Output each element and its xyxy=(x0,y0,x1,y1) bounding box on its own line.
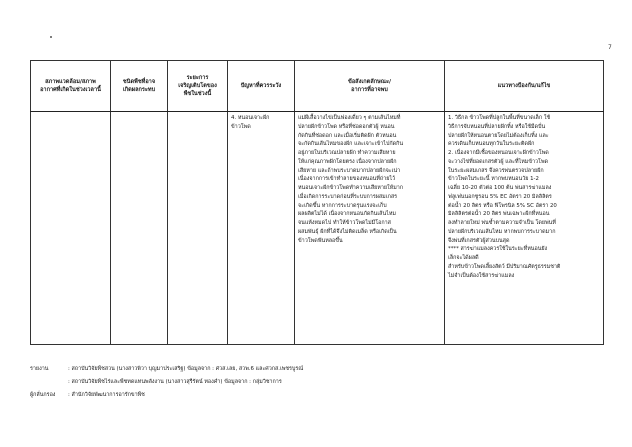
reviewer-text: : สำนักวิจัยพัฒนาการอารักขาพืช xyxy=(68,391,145,398)
reporter-line-2: : สถาบันวิจัยพืชไร่และพืชทดแทนพลังงาน (นางสาวสุรีรัตน์ ทองคำ) ข้อมูลจาก : กลุ่มวิชาการ xyxy=(68,378,282,385)
cell-prevention: 1. วิธีกล ข้าวโพดที่ปลูกในพื้นที่ขนาดเล็ก ใช้ วิธีการจับหนอนที่ปลายฝักทิ้ง หรือใช้มีดปั่น ปลายฝักให้หนอนตายโดยไม่ต้องเก็บทิ้ง และ ควรเดินเก็บหนอนทุกวันในระยะติดฝัก 2. เนื่องจากมีเชื้อของหนอนเจาะฝักข้าวโพด จะวางไข่ที่ยอดเกสรตัวผู้ และที่ไหมข้าวโพด ในระยะผสมเกสร จึงควรพ่นตรวจปลายฝัก ข้าวโพดในระยะนี้ หากพบหนอนวัย 1-2 เฉลี่ย 10-20 ตัวต่อ 100 ต้น พ่นสารฆ่าแมลง ฟลูเฟนนอกซูรอน 5% EC อัตรา 20 มิลลิลิตร ต่อน้ำ 20 ลิตร หรือ ฟิโพรนิล 5% SC อัตรา 20 มิลลิลิตรต่อน้ำ 20 ลิตร พ่นเฉพาะฝักที่หนอน ลงทำลายใหม่ พ่นซ้ำตามความจำเป็น โดยพ่นที่ ปลายฝักบริเวณเส้นไหม หากพบการระบาดมาก จึงพ่นที่เกสรตัวผู้ส่วนบนสุด **** สารฆ่าแมลงควรใช้ในระยะที่หนอนยัง เล็กจะได้ผลดี สำหรับข้าวโพดเลี้ยงสัตว์ มีปริมาณศัตรูธรรมชาติ ไม่จำเป็นต้องใช้สารฆ่าแมลง xyxy=(445,112,604,345)
cell-affected-crop xyxy=(111,112,168,345)
scan-speck xyxy=(50,36,52,38)
cell-symptoms: แม่ผีเสื้อวางไข่เป็นฟองเดี่ยว ๆ ตามเส้นไหมที่ ปลายฝักข้าวโพด หรือที่ช่อดอกตัวผู้ หนอน กัดกินที่ช่อดอก และเมื่อเริ่มติดฝัก ตัวหนอน จะกัดกินเส้นไหมของฝัก และเจาะเข้าไปกัดกิน อยู่ภายในบริเวณปลายฝัก ทำความเสียหาย ให้แก่คุณภาพฝักโดยตรง เนื่องจากปลายฝัก เสียหาย และถ้าพบระบาดมากปลายฝักจะเน่า เนื่องจากการเข้าทำลายของหนอนที่ถ่ายไว้ หนอนเจาะฝักข้าวโพดทำความเสียหายให้มาก เมื่อเกิดการระบาดก่อนที่ระบบการผสมเกสร จะเกิดขึ้น หากการระบาดรุนแรงจะเก็บ ผลผลิตไม่ได้ เนื่องจากหนอนกัดกินเส้นไหม จนแห้งหมดไป ทำให้ข้าวโพดไม่มีโอกาส ผสมพันธุ์ ฝักที่ได้จึงไม่ติดเมล็ด หรือเกิดเป็น ข้าวโพดฟันหลอขึ้น xyxy=(295,112,445,345)
reporter-label: รายงาน xyxy=(30,366,49,372)
table-row xyxy=(31,112,604,345)
table-header-row xyxy=(31,61,604,112)
header-prevention: แนวทางป้องกัน/แก้ไข xyxy=(445,61,604,112)
advisory-table xyxy=(30,60,604,345)
header-environment: สภาพแวดล้อม/สภาพ อากาศที่เกิดในช่วงเวลานี้ xyxy=(31,61,111,112)
reporter-label-spacer xyxy=(30,376,68,389)
header-growth-stage: ระยะการ เจริญเติบโตของ พืชในช่วงนี้ xyxy=(168,61,228,112)
page-number: 7 xyxy=(608,44,612,51)
cell-environment xyxy=(31,112,111,345)
reviewer-label: ผู้กลั่นกรอง xyxy=(30,391,56,398)
cell-problem: 4. หนอนเจาะฝัก ข้าวโพด xyxy=(228,112,295,345)
reporter-line-1: : สถาบันวิจัยพืชสวน (นางสาวพิวา บุญมาประเสริฐ) ข้อมูลจาก : ศวส.เลย, สวพ.6 และศวกส.เพชรบูรณ์ xyxy=(68,366,304,372)
header-problem: ปัญหาที่ควรระวัง xyxy=(228,61,295,112)
header-affected-crop: ชนิดพืชที่อาจ เกิดผลกระทบ xyxy=(111,61,168,112)
header-symptoms: ข้อสังเกตลักษณะ/ อาการที่อาจพบ xyxy=(295,61,445,112)
reporter-row-1 xyxy=(30,363,303,376)
reporter-row-2 xyxy=(30,376,303,389)
reviewer-row xyxy=(30,389,303,402)
report-footer xyxy=(30,363,303,402)
cell-growth-stage xyxy=(168,112,228,345)
